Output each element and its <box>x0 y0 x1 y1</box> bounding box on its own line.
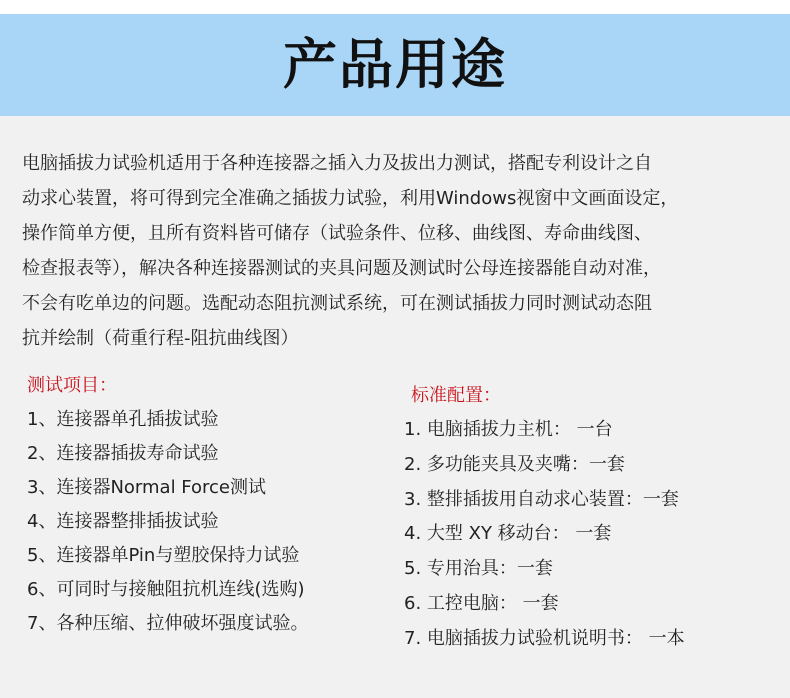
test-item: 1、连接器单孔插拔试验 <box>27 409 219 430</box>
test-item: 4、连接器整排插拔试验 <box>27 511 219 532</box>
intro-line: 抗并绘制（荷重行程-阻抗曲线图） <box>22 328 299 349</box>
config-item: 4. 大型 XY 移动台： 一套 <box>404 523 612 545</box>
test-items-section <box>27 371 387 641</box>
intro-line: 动求心装置，将可得到完全准确之插拔力试验，利用Windows视窗中文画面设定， <box>22 188 679 209</box>
config-item: 3. 整排插拔用自动求心装置：一套 <box>404 488 679 510</box>
config-item: 5. 专用治具：一套 <box>404 558 553 580</box>
config-item: 7. 电脑插拔力试验机说明书： 一本 <box>404 627 685 649</box>
standard-config-section <box>404 381 784 657</box>
intro-line: 电脑插拔力试验机适用于各种连接器之插入力及拔出力测试，搭配专利设计之自 <box>22 153 652 174</box>
test-item: 7、各种压缩、拉伸破坏强度试验。 <box>27 613 309 634</box>
intro-line: 检查报表等），解决各种连接器测试的夹具问题及测试时公母连接器能自动对准， <box>22 258 661 279</box>
test-item: 3、连接器Normal Force测试 <box>27 477 267 498</box>
test-item: 5、连接器单Pin与塑胶保持力试验 <box>27 545 300 566</box>
top-strip <box>0 0 790 14</box>
config-item: 1. 电脑插拔力主机： 一台 <box>404 419 613 440</box>
test-items-title: 测试项目： <box>27 375 117 396</box>
intro-paragraph <box>22 146 770 356</box>
test-item: 2、连接器插拔寿命试验 <box>27 443 219 464</box>
config-item: 6. 工控电脑： 一套 <box>404 592 559 614</box>
test-item: 6、可同时与接触阻抗机连线(选购) <box>27 579 305 600</box>
page-title: 产品用途 <box>283 33 507 96</box>
config-item: 2. 多功能夹具及夹嘴：一套 <box>404 453 625 475</box>
intro-line: 操作简单方便，且所有资料皆可储存（试验条件、位移、曲线图、寿命曲线图、 <box>22 223 652 244</box>
intro-line: 不会有吃单边的问题。选配动态阻抗测试系统，可在测试插拔力同时测试动态阻 <box>22 293 652 314</box>
standard-config-title: 标准配置： <box>411 385 501 406</box>
